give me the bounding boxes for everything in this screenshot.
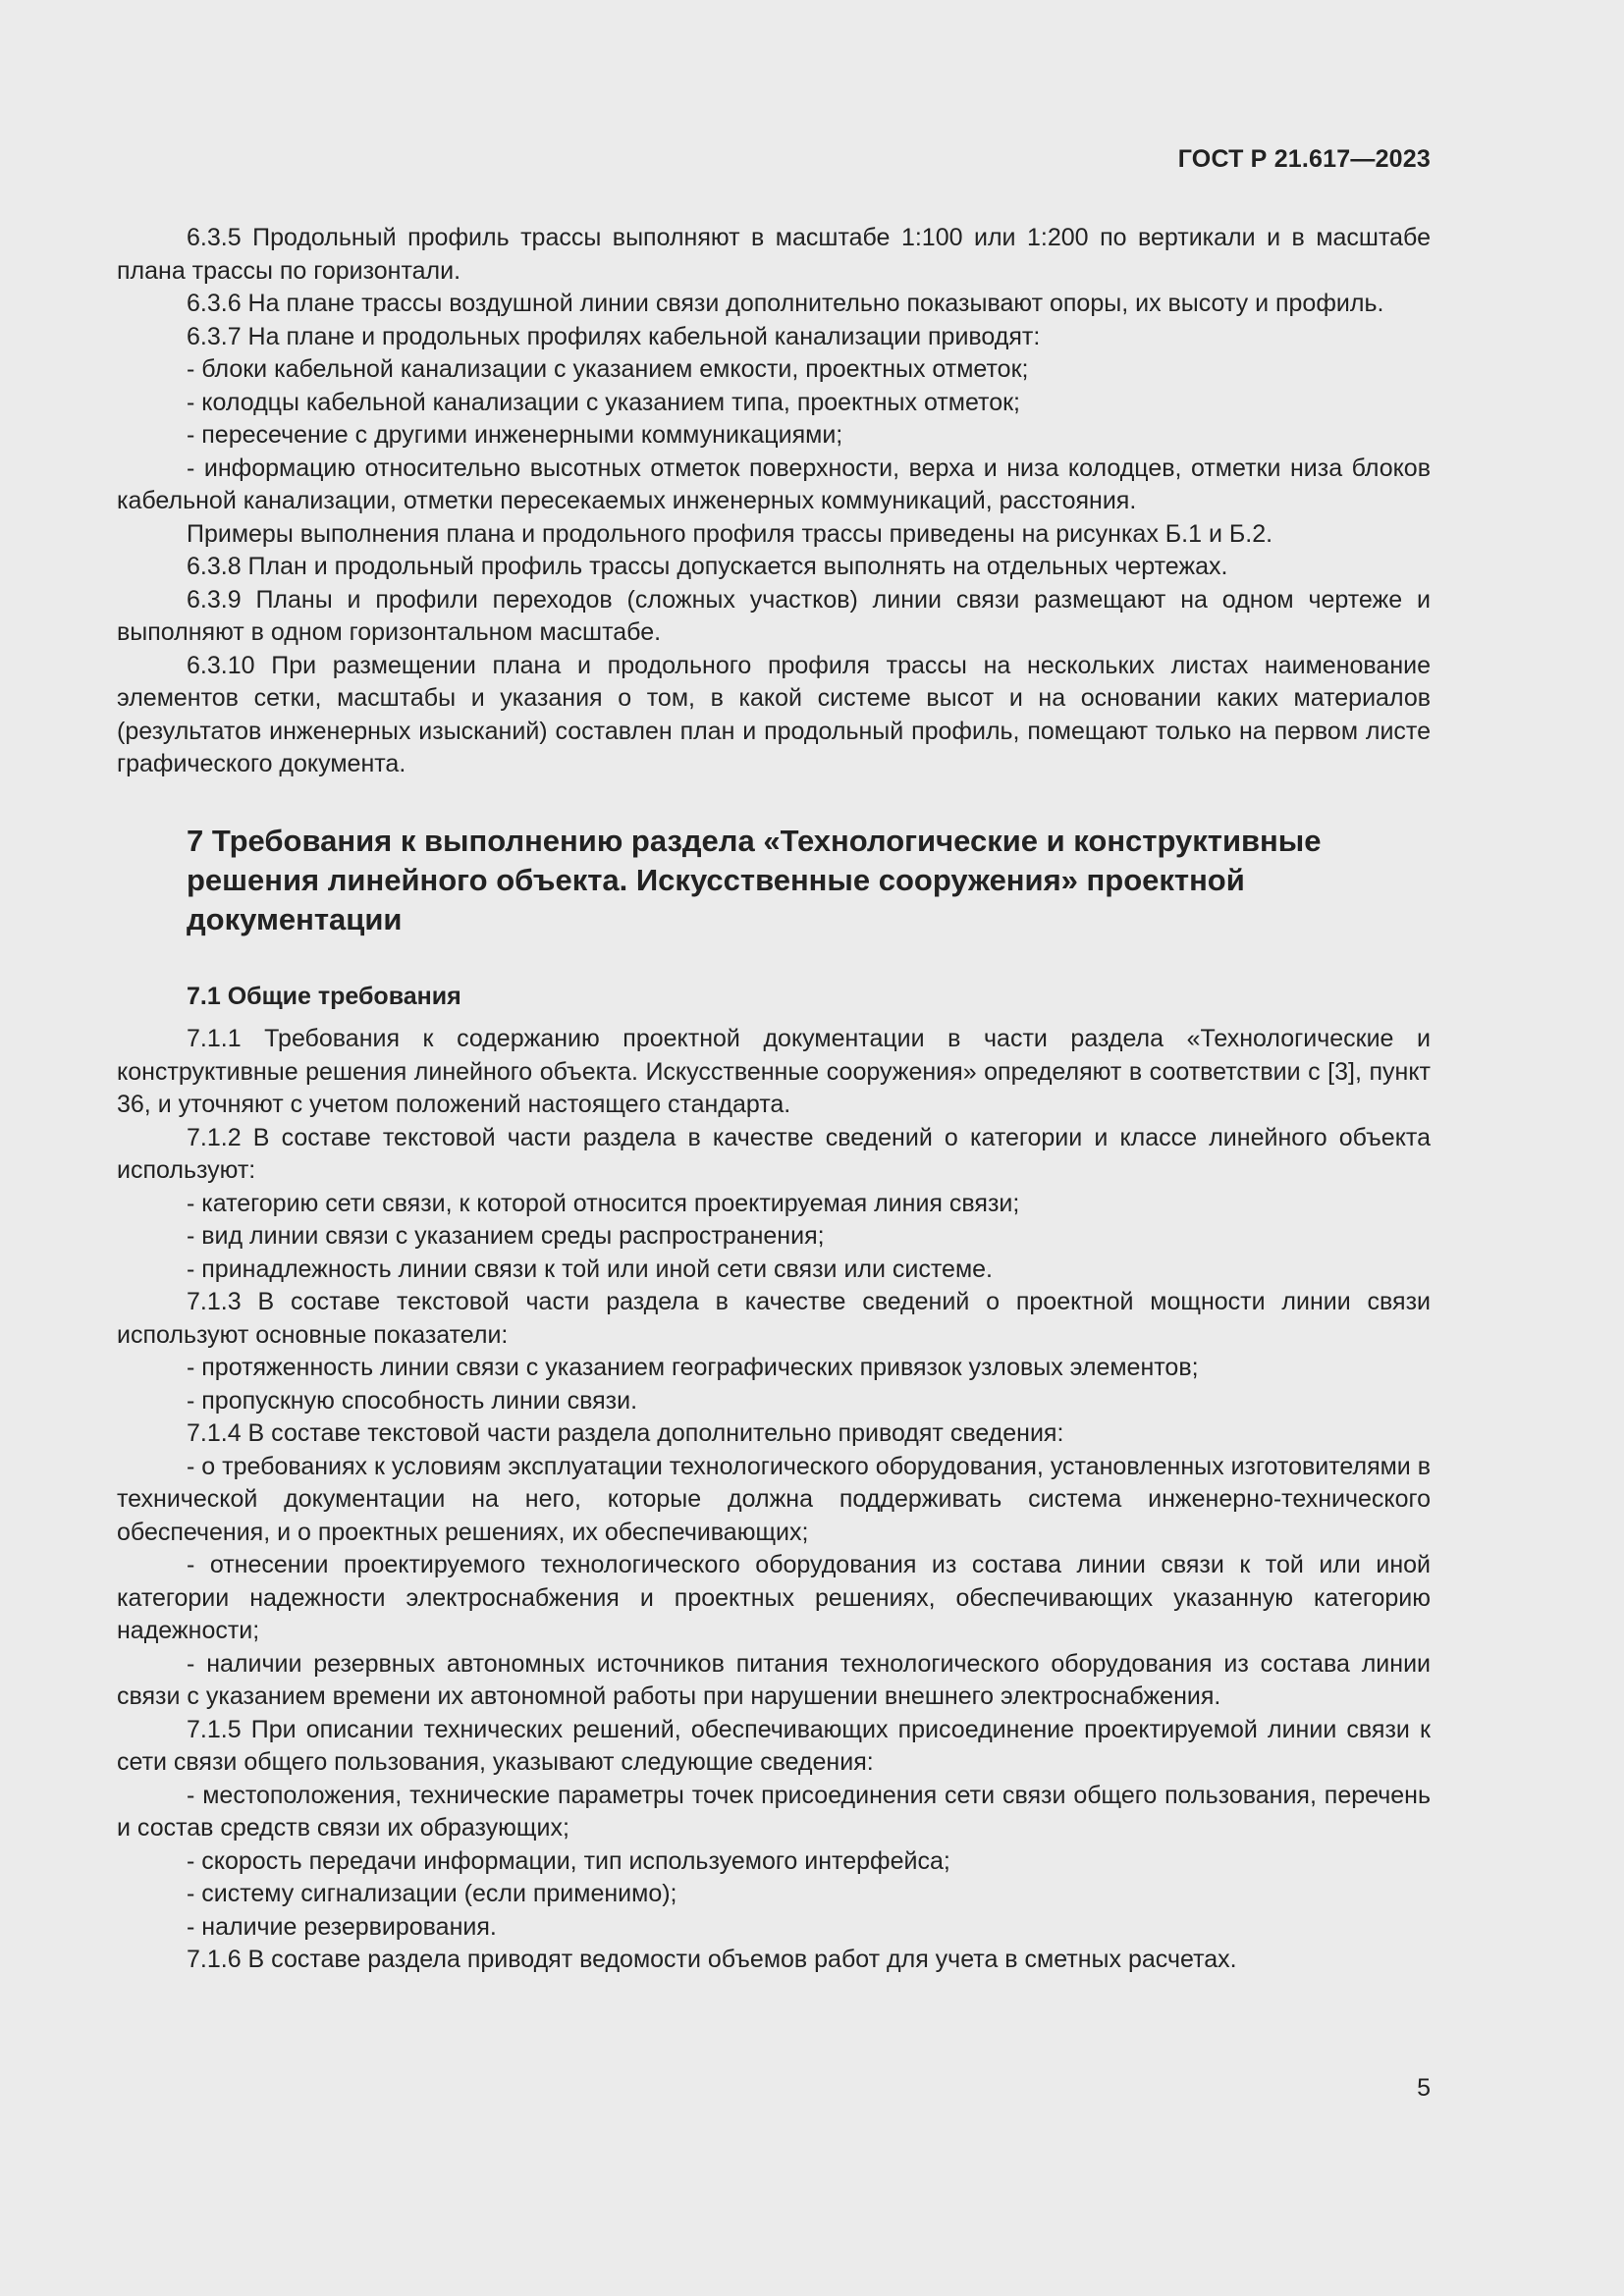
spacer [117,1013,1431,1023]
list-item: - колодцы кабельной канализации с указанием типа, проектных отметок; [187,388,1020,416]
clause-6-3-7: 6.3.7 На плане и продольных профилях кабельной канализации приводят: [187,322,1041,350]
list-item: - скорость передачи информации, тип используемого интерфейса; [187,1846,950,1875]
list-item: - протяженность линии связи с указанием географических привязок узловых элементов; [187,1354,1199,1381]
examples-note: Примеры выполнения плана и продольного профиля трассы приведены на рисунках Б.1 и Б.2. [187,519,1273,548]
page-number: 5 [1417,2074,1431,2102]
section-6-3-block [117,222,1431,781]
clause-7-1-6: 7.1.6 В составе раздела приводят ведомости объемов работ для учета в сметных расчетах. [187,1946,1237,1973]
clause-6-3-5: 6.3.5 Продольный профиль трассы выполняют в масштабе 1:100 или 1:200 по вертикали и в масштабе плана трассы по горизонтали. [117,224,1431,285]
subsection-7-1-heading: 7.1 Общие требования [187,982,461,1010]
list-item: - пропускную способность линии связи. [187,1386,638,1415]
list-item: - отнесении проектируемого технологического оборудования из состава линии связи к той или иной категории надежности электроснабжения и проектных решениях, обеспечивающих указанную категорию надежности; [117,1551,1431,1644]
list-item: - наличии резервных автономных источников питания технологического оборудования из состава линии связи с указанием времени их автономной работы при нарушении внешнего электроснабжения. [117,1649,1431,1710]
list-item: - блоки кабельной канализации с указанием емкости, проектных отметок; [187,355,1029,383]
clause-7-1-4: 7.1.4 В составе текстовой части раздела дополнительно приводят сведения: [187,1419,1064,1447]
list-item: - о требованиях к условиям эксплуатации технологического оборудования, установленных изготовителями в технической документации на него, которые должна поддерживать система инженерно-технического обеспечения, и о проектных решениях, их обеспечивающих; [117,1452,1431,1546]
list-item: - местоположения, технические параметры точек присоединения сети связи общего пользования, перечень и состав средств связи их образующих; [117,1781,1431,1842]
clause-7-1-3: 7.1.3 В составе текстовой части раздела в качестве сведений о проектной мощности линии связи используют основные показатели: [117,1288,1431,1349]
section-7-heading: 7 Требования к выполнению раздела «Технологические и конструктивные решения линейного объекта. Искусственные сооружения» проектной документации [187,823,1322,936]
page-body [117,222,1431,1977]
list-item: - принадлежность линии связи к той или иной сети связи или системе. [187,1255,993,1283]
list-item: - наличие резервирования. [187,1912,497,1941]
list-item: - систему сигнализации (если применимо); [187,1880,677,1907]
section-7-1-block [117,1023,1431,1977]
list-item: - информацию относительно высотных отметок поверхности, верха и низа колодцев, отметки низа блоков кабельной канализации, отметки пересекаемых инженерных коммуникаций, расстояния. [117,454,1431,514]
document-code: ГОСТ Р 21.617—2023 [1177,145,1431,173]
clause-7-1-2: 7.1.2 В составе текстовой части раздела в качестве сведений о категории и классе линейного объекта используют: [117,1123,1431,1184]
list-item: - пересечение с другими инженерными коммуникациями; [187,421,843,449]
clause-7-1-1: 7.1.1 Требования к содержанию проектной документации в части раздела «Технологические и конструктивные решения линейного объекта. Искусственные сооружения» определяют в соответствии с [3], пункт 36, и уточняют с учетом положений настоящего стандарта. [117,1025,1431,1118]
list-item: - категорию сети связи, к которой относится проектируемая линия связи; [187,1189,1020,1217]
clause-6-3-6: 6.3.6 На плане трассы воздушной линии связи дополнительно показывают опоры, их высоту и профиль. [187,290,1384,317]
clause-7-1-5: 7.1.5 При описании технических решений, обеспечивающих присоединение проектируемой линии связи к сети связи общего пользования, указывают следующие сведения: [117,1715,1431,1776]
clause-6-3-9: 6.3.9 Планы и профили переходов (сложных участков) линии связи размещают на одном чертеже и выполняют в одном горизонтальном масштабе. [117,585,1431,646]
list-item: - вид линии связи с указанием среды распространения; [187,1222,825,1250]
clause-6-3-10: 6.3.10 При размещении плана и продольного профиля трассы на нескольких листах наименование элементов сетки, масштабы и указания о том, в какой системе высот и на основании каких материалов (результатов инженерных изысканий) составлен план и продольный профиль, помещают только на первом листе графического документа. [117,651,1431,777]
clause-6-3-8: 6.3.8 План и продольный профиль трассы допускается выполнять на отдельных чертежах. [187,553,1228,580]
